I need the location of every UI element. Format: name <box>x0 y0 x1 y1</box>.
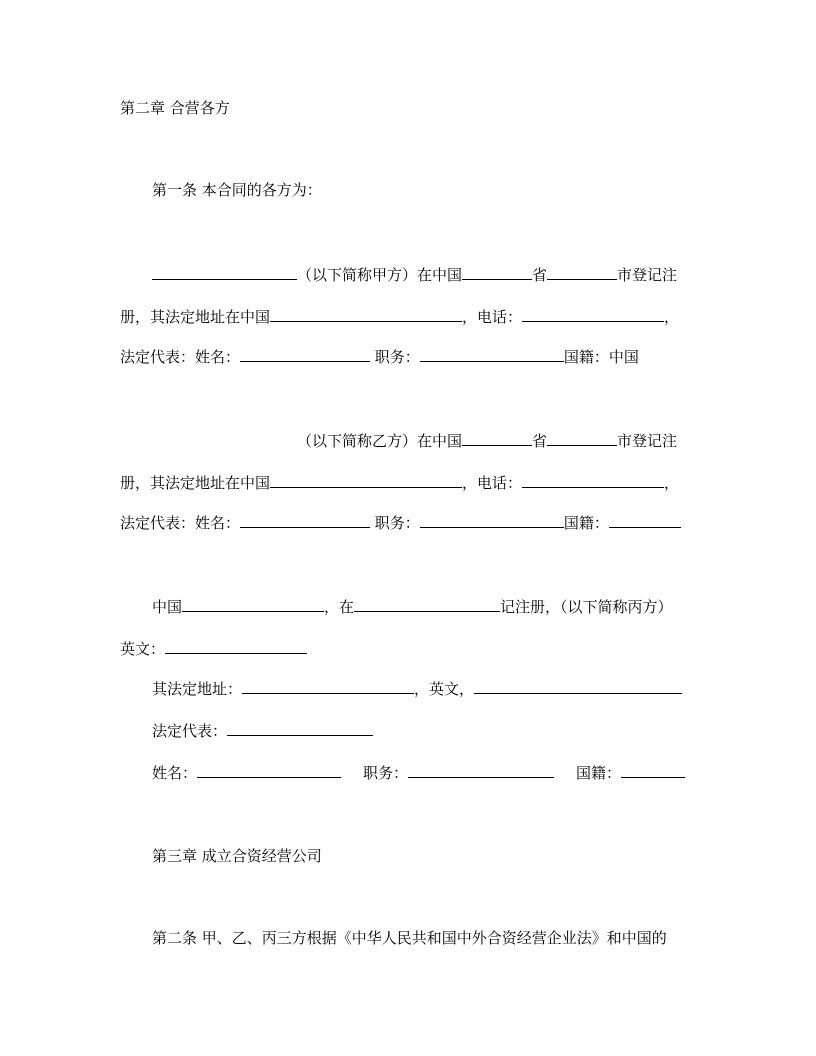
party-a-phone-blank[interactable] <box>522 306 664 322</box>
party-c-english-blank[interactable] <box>165 638 307 654</box>
party-b-line-1: （以下简称乙方）在中国 省 市登记注 <box>297 432 678 450</box>
party-b-phone-blank[interactable] <box>522 472 664 488</box>
party-a-province-blank[interactable] <box>462 264 532 280</box>
party-a-name-blank[interactable] <box>152 264 297 280</box>
party-a-rep-name-blank[interactable] <box>240 346 370 362</box>
party-c-address-line: 其法定地址： ，英文， <box>152 678 682 698</box>
party-c-english-line: 英文： <box>120 638 307 658</box>
party-a-line-1: （以下简称甲方）在中国 省 市登记注 <box>152 264 677 284</box>
party-c-place-blank[interactable] <box>354 596 500 612</box>
party-b-rep-name-blank[interactable] <box>240 512 370 528</box>
party-b-province-blank[interactable] <box>462 430 532 446</box>
party-c-name2-blank[interactable] <box>197 762 341 778</box>
article-2: 第二条 甲、乙、丙三方根据《中华人民共和国中外合资经营企业法》和中国的 <box>152 929 667 947</box>
party-c-address-blank[interactable] <box>242 678 414 694</box>
party-b-address-blank[interactable] <box>270 472 462 488</box>
party-c-address-english-blank[interactable] <box>474 678 682 694</box>
party-c-line-1: 中国 ，在 记注册，（以下简称丙方） <box>152 598 673 616</box>
party-b-position-blank[interactable] <box>420 512 564 528</box>
party-c-position-blank[interactable] <box>408 762 554 778</box>
chapter-2-heading: 第二章 合营各方 <box>120 99 230 117</box>
party-b-nationality-blank[interactable] <box>609 512 681 528</box>
party-c-rep-line: 法定代表： <box>152 720 373 740</box>
party-c-rep-blank[interactable] <box>227 720 373 736</box>
article-1: 第一条 本合同的各方为： <box>152 181 322 199</box>
party-c-details-line: 姓名： 职务： 国籍： <box>152 762 685 782</box>
party-a-line-2: 册，其法定地址在中国 ，电话： ， <box>120 308 680 326</box>
party-b-city-blank[interactable] <box>547 430 617 446</box>
party-c-nationality-blank[interactable] <box>621 762 685 778</box>
party-b-line-2: 册，其法定地址在中国 ，电话： ， <box>120 474 680 492</box>
party-a-position-blank[interactable] <box>420 346 564 362</box>
party-b-line-3: 法定代表：姓名： 职务： 国籍： <box>120 512 681 532</box>
party-a-city-blank[interactable] <box>547 264 617 280</box>
party-a-address-blank[interactable] <box>270 306 462 322</box>
party-a-line-3: 法定代表：姓名： 职务： 国籍：中国 <box>120 348 639 366</box>
chapter-3-heading: 第三章 成立合资经营公司 <box>152 847 322 865</box>
party-c-name-blank[interactable] <box>182 596 324 612</box>
